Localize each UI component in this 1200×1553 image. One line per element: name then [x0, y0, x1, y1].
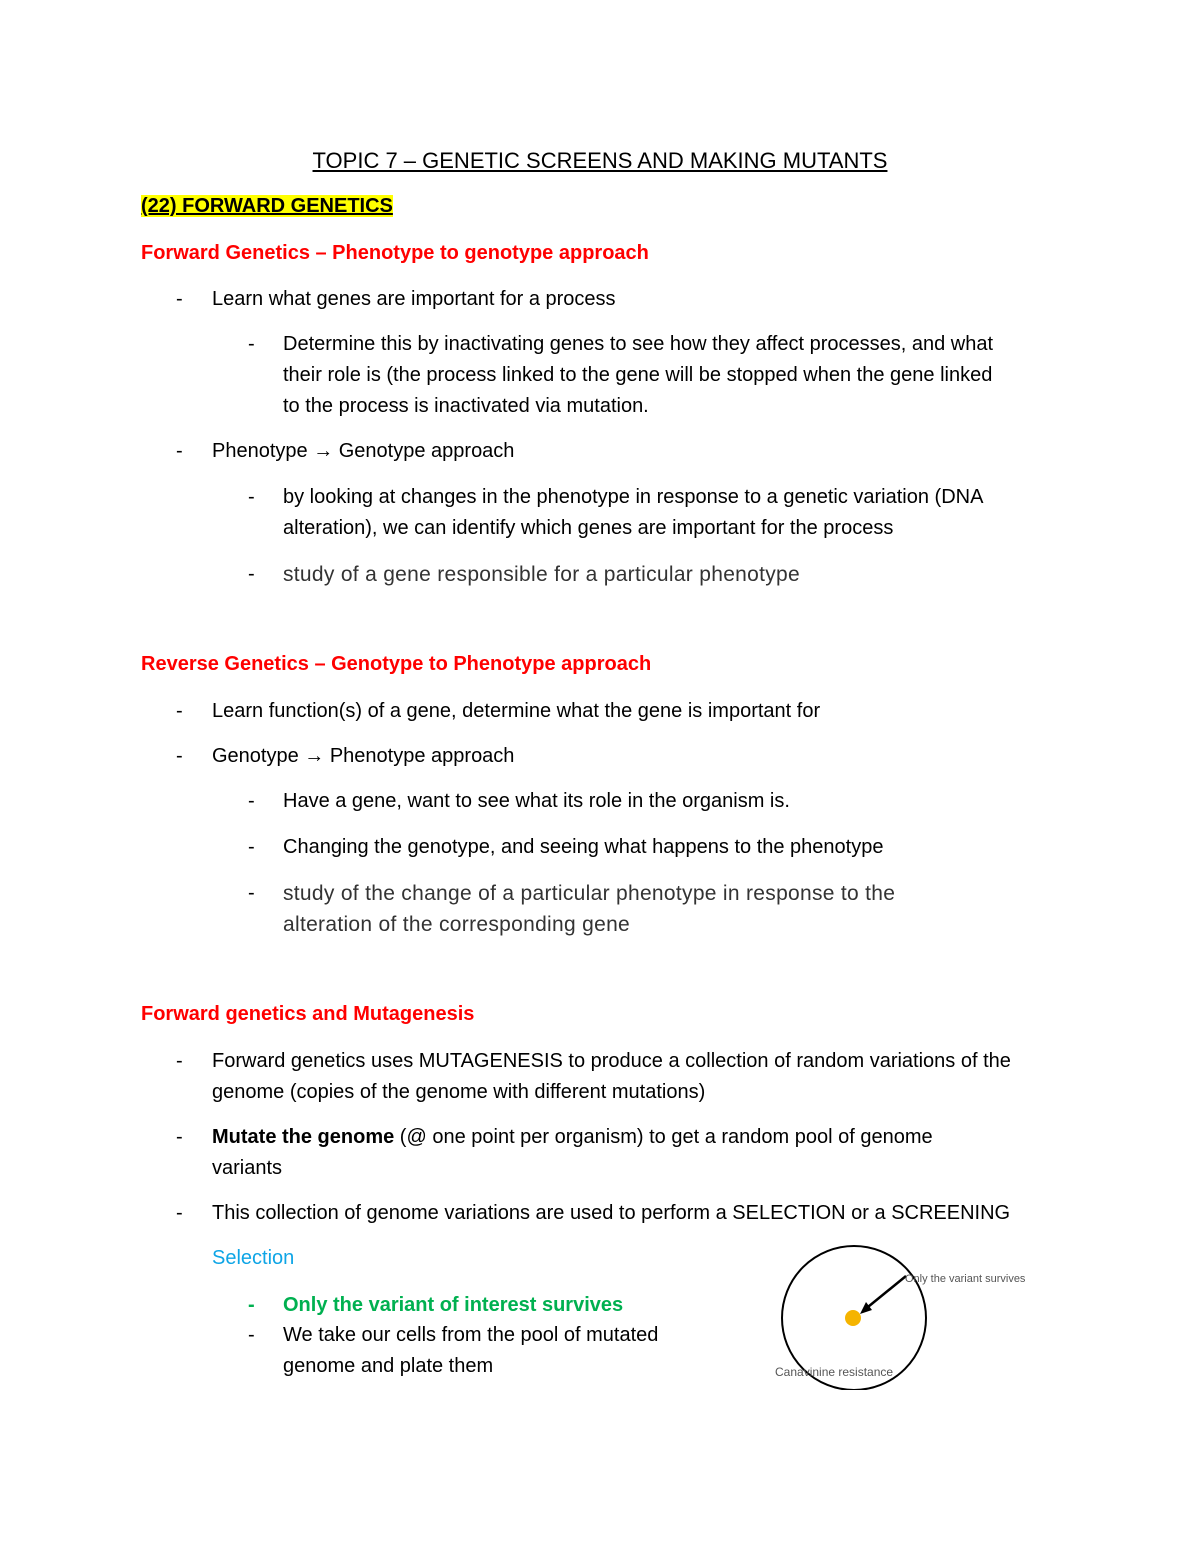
section-label: [141, 191, 393, 222]
section-label-text: (22) FORWARD GENETICS: [141, 195, 393, 217]
bullet-dash: -: [248, 486, 255, 508]
forward-genetics-heading: Forward Genetics – Phenotype to genotype approach: [141, 242, 649, 264]
forward-sub-bullet-2-line-2: alteration), we can identify which genes are important for the process: [283, 517, 894, 539]
bullet-dash: -: [176, 1202, 183, 1224]
bullet-dash: -: [176, 1126, 183, 1148]
mutate-genome-bold: Mutate the genome: [212, 1126, 395, 1148]
selection-bullet-2-line-2: genome and plate them: [283, 1355, 494, 1377]
mutagenesis-bullet-3: This collection of genome variations are used to perform a SELECTION or a SCREENING: [212, 1202, 1011, 1224]
selection-bullet-1: Only the variant of interest survives: [283, 1294, 624, 1316]
reverse-sub-bullet-3-line-1: study of the change of a particular phenotype in response to the: [283, 882, 896, 905]
bullet-dash: -: [176, 288, 183, 310]
bullet-dash: -: [248, 1324, 255, 1346]
mutagenesis-bullet-2-rest: (@ one point per organism) to get a random pool of genome: [394, 1126, 933, 1148]
selection-bullet-2-line-1: We take our cells from the pool of mutated: [283, 1324, 659, 1346]
forward-bullet-2: Phenotype → Genotype approach: [212, 440, 515, 462]
forward-sub-bullet-1-line-1: Determine this by inactivating genes to see how they affect processes, and what: [283, 333, 994, 355]
bullet-dash: -: [248, 333, 255, 355]
figure-caption: Canavinine resistance: [775, 1365, 894, 1379]
petri-dish-figure: [770, 1240, 1030, 1390]
bullet-dash: -: [176, 745, 183, 767]
mutagenesis-bullet-2-line-2: variants: [212, 1157, 283, 1179]
bullet-dash: -: [248, 836, 255, 858]
arrow-line: [863, 1276, 906, 1311]
page-title: TOPIC 7 – GENETIC SCREENS AND MAKING MUTANTS: [312, 148, 888, 173]
bullet-dash: -: [248, 1294, 255, 1316]
reverse-bullet-1: Learn function(s) of a gene, determine what the gene is important for: [212, 700, 821, 722]
reverse-sub-bullet-1: Have a gene, want to see what its role in the organism is.: [283, 790, 790, 812]
bullet-dash: -: [248, 882, 255, 904]
figure-arrow-label: Only the variant survives: [905, 1273, 1026, 1285]
reverse-sub-bullet-3-line-2: alteration of the corresponding gene: [283, 913, 631, 936]
reverse-genetics-heading: Reverse Genetics – Genotype to Phenotype approach: [141, 653, 652, 675]
bullet-dash: -: [176, 440, 183, 462]
forward-bullet-1: Learn what genes are important for a process: [212, 288, 616, 310]
bullet-dash: -: [248, 563, 255, 585]
forward-sub-bullet-2-line-1: by looking at changes in the phenotype in response to a genetic variation (DNA: [283, 486, 984, 508]
reverse-sub-bullet-2: Changing the genotype, and seeing what happens to the phenotype: [283, 836, 884, 858]
colony-dot: [845, 1310, 861, 1326]
mutagenesis-bullet-1-line-1: Forward genetics uses MUTAGENESIS to produce a collection of random variations of the: [212, 1050, 1011, 1072]
bullet-dash: -: [248, 790, 255, 812]
reverse-bullet-2: Genotype → Phenotype approach: [212, 745, 515, 767]
mutagenesis-bullet-2-line-1: [212, 1122, 933, 1153]
mutagenesis-heading: Forward genetics and Mutagenesis: [141, 1003, 475, 1025]
forward-sub-bullet-1-line-2: their role is (the process linked to the gene will be stopped when the gene linked: [283, 364, 993, 386]
selection-heading: Selection: [212, 1247, 295, 1269]
forward-sub-bullet-3: study of a gene responsible for a particular phenotype: [283, 563, 801, 586]
bullet-dash: -: [176, 700, 183, 722]
bullet-dash: -: [176, 1050, 183, 1072]
forward-sub-bullet-1-line-3: to the process is inactivated via mutation.: [283, 395, 649, 417]
mutagenesis-bullet-1-line-2: genome (copies of the genome with different mutations): [212, 1081, 706, 1103]
